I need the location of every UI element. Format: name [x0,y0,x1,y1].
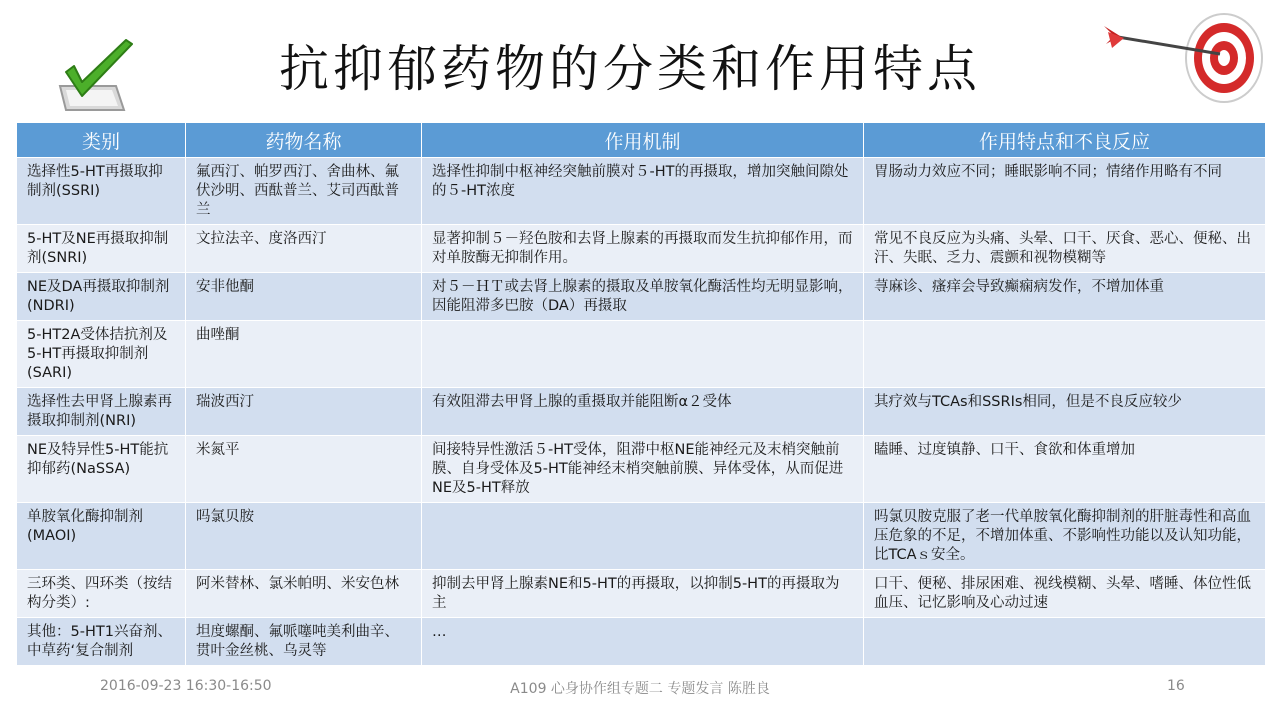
table-row [17,436,1266,503]
header-features: 作用特点和不良反应 [864,123,1266,158]
features-cell: 口干、便秘、排尿困难、视线模糊、头晕、嗜睡、体位性低血压、记忆影响及心动过速 [864,570,1266,618]
features-cell: 吗氯贝胺克服了老一代单胺氧化酶抑制剂的肝脏毒性和高血压危象的不足，不增加体重、不影响性功能以及认知功能，比TCAｓ安全。 [864,503,1266,570]
drugs-cell: 文拉法辛、度洛西汀 [186,225,422,273]
table-row [17,225,1266,273]
header-mechanism: 作用机制 [422,123,864,158]
features-cell: 胃肠动力效应不同；睡眠影响不同；情绪作用略有不同 [864,158,1266,225]
mechanism-cell: 间接特异性激活５-HT受体，阻滞中枢NE能神经元及末梢突触前膜、自身受体及5-HT能神经末梢突触前膜、异体受体，从而促进NE及5-HT释放 [422,436,864,503]
header-drug-names: 药物名称 [186,123,422,158]
drugs-cell: 氟西汀、帕罗西汀、舍曲林、氟伏沙明、西酞普兰、艾司西酞普兰 [186,158,422,225]
table-row [17,570,1266,618]
page-number: 16 [1167,678,1185,694]
drugs-cell: 坦度螺酮、氟哌噻吨美利曲辛、贯叶金丝桃、乌灵等 [186,618,422,666]
features-cell [864,618,1266,666]
table-row [17,618,1266,666]
features-cell: 荨麻诊、瘙痒会导致癫痫病发作，不增加体重 [864,273,1266,321]
category-cell: NE及DA再摄取抑制剂(NDRI) [17,273,186,321]
mechanism-cell: 有效阻滞去甲肾上腺的重摄取并能阻断α２受体 [422,388,864,436]
mechanism-cell: 抑制去甲肾上腺素NE和5-HT的再摄取，以抑制5-HT的再摄取为主 [422,570,864,618]
mechanism-cell: … [422,618,864,666]
mechanism-cell: 选择性抑制中枢神经突触前膜对５-HT的再摄取，增加突触间隙处的５-HT浓度 [422,158,864,225]
drugs-cell: 安非他酮 [186,273,422,321]
footer-date: 2016-09-23 16:30-16:50 [100,678,272,694]
mechanism-cell [422,503,864,570]
table-row [17,158,1266,225]
mechanism-cell: 对５－ＨＴ或去肾上腺素的摄取及单胺氧化酶活性均无明显影响，因能阻滞多巴胺（DA）再摄取 [422,273,864,321]
table-row [17,388,1266,436]
category-cell: 单胺氧化酶抑制剂(MAOI) [17,503,186,570]
antidepressant-table [16,122,1266,666]
drugs-cell: 阿米替林、氯米帕明、米安色林 [186,570,422,618]
category-cell: 5-HT及NE再摄取抑制剂(SNRI) [17,225,186,273]
table-header-row [17,123,1266,158]
category-cell: 选择性去甲肾上腺素再摄取抑制剂(NRI) [17,388,186,436]
footer-presenter: A109 心身协作组专题二 专题发言 陈胜良 [510,681,770,697]
checkmark-icon [52,38,142,114]
table-row [17,321,1266,388]
category-cell: 其他：5-HT1兴奋剂、中草药‘复合制剂 [17,618,186,666]
drugs-cell: 米氮平 [186,436,422,503]
drugs-cell: 瑞波西汀 [186,388,422,436]
mechanism-cell [422,321,864,388]
drugs-cell: 吗氯贝胺 [186,503,422,570]
category-cell: 三环类、四环类（按结构分类）: [17,570,186,618]
target-arrow-icon [1102,8,1272,108]
header-category: 类别 [17,123,186,158]
category-cell: 选择性5-HT再摄取抑制剂(SSRI) [17,158,186,225]
category-cell: 5-HT2A受体拮抗剂及5-HT再摄取抑制剂(SARI) [17,321,186,388]
features-cell: 其疗效与TCAs和SSRIs相同，但是不良反应较少 [864,388,1266,436]
mechanism-cell: 显著抑制５－羟色胺和去肾上腺素的再摄取而发生抗抑郁作用，而对单胺酶无抑制作用。 [422,225,864,273]
page-title: 抗抑郁药物的分类和作用特点 [279,40,981,98]
drugs-cell: 曲唑酮 [186,321,422,388]
table-row [17,503,1266,570]
table-row [17,273,1266,321]
category-cell: NE及特异性5-HT能抗抑郁药(NaSSA) [17,436,186,503]
features-cell [864,321,1266,388]
features-cell: 常见不良反应为头痛、头晕、口干、厌食、恶心、便秘、出汗、失眠、乏力、震颤和视物模糊等 [864,225,1266,273]
features-cell: 瞌睡、过度镇静、口干、食欲和体重增加 [864,436,1266,503]
